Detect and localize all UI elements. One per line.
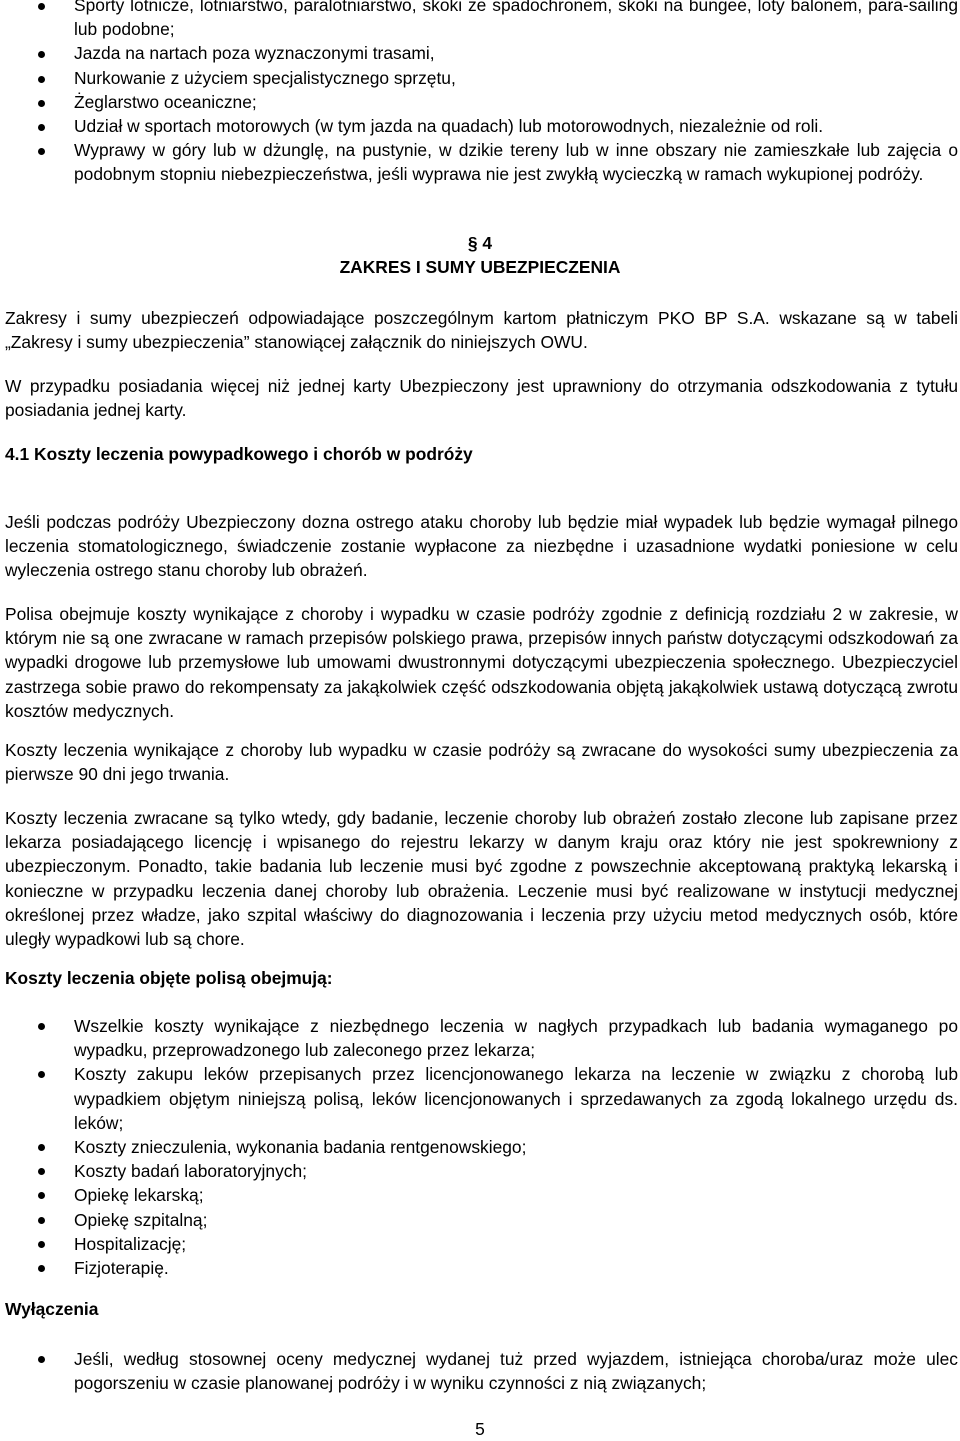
covered-costs-heading: Koszty leczenia objęte polisą obejmują: <box>5 968 333 988</box>
list-item: Udział w sportach motorowych (w tym jazda na quadach) lub motorowodnych, niezależnie od roli. <box>74 114 958 138</box>
excluded-activities-list <box>74 0 958 187</box>
section-symbol: § 4 <box>467 233 493 253</box>
list-item: Koszty zakupu leków przepisanych przez licencjonowanego lekarza na leczenie w związku z chorobą lub wypadkiem objętym niniejszą polisą, leków licencjonowanych i sprzedawanych za zgodą lokalnego urzędu ds. leków; <box>74 1062 958 1135</box>
list-item: Sporty lotnicze, lotniarstwo, paralotniarstwo, skoki ze spadochronem, skoki na bungee, loty balonem, para-sailing lub podobne; <box>74 0 958 41</box>
list-item: Jeśli, według stosownej oceny medycznej wydanej tuż przed wyjazdem, istniejąca choroba/uraz może ulec pogorszeniu w czasie planowanej podróży i w wyniku czynności z nią związanych; <box>74 1347 958 1395</box>
paragraph-policy-coverage: Polisa obejmuje koszty wynikające z choroby i wypadku w czasie podróży zgodnie z definicją rozdziału 2 w zakresie, w którym nie są one zwracane w ramach przepisów polskiego prawa, przepisów innych państw dotyczącymi odszkodowań za wypadki drogowe lub przemysłowe lub umowami dwustronnymi dotyczącymi ubezpieczenia społecznego. Ubezpieczyciel zastrzega sobie prawo do rekompensaty za jakąkolwiek część odszkodowania objętą jakąkolwiek ustawą dotyczącą zwrotu kosztów medycznych. <box>5 604 958 721</box>
list-item: Jazda na nartach poza wyznaczonymi trasami, <box>74 41 958 65</box>
covered-costs-list <box>74 1014 958 1280</box>
paragraph-scope: Zakresy i sumy ubezpieczeń odpowiadające poszczególnym kartom płatniczym PKO BP S.A. wskazane są w tabeli „Zakresy i sumy ubezpieczenia” stanowiącej załącznik do niniejszych OWU. <box>5 308 958 353</box>
list-item: Koszty znieczulenia, wykonania badania rentgenowskiego; <box>74 1135 958 1159</box>
paragraph-medical-event: Jeśli podczas podróży Ubezpieczony dozna ostrego ataku choroby lub będzie miał wypadek lub będzie wymagał pilnego leczenia stomatologicznego, świadczenie zostanie wypłacone za niezbędne i uzasadnione wydatki poniesione w celu wyleczenia ostrego stanu choroby lub obrażeń. <box>5 512 958 581</box>
page-number: 5 <box>475 1419 485 1439</box>
list-item: Wyprawy w góry lub w dżunglę, na pustynie, w dzikie tereny lub w inne obszary nie zamieszkałe lub zajęcia o podobnym stopniu niebezpieczeństwa, jeśli wyprawa nie jest zwykłą wycieczką w ramach wykupionej podróży. <box>74 138 958 186</box>
list-item: Nurkowanie z użyciem specjalistycznego sprzętu, <box>74 66 958 90</box>
list-item: Hospitalizację; <box>74 1232 958 1256</box>
paragraph-multiple-cards: W przypadku posiadania więcej niż jednej karty Ubezpieczony jest uprawniony do otrzymania odszkodowania z tytułu posiadania jednej karty. <box>5 376 958 421</box>
list-item: Koszty badań laboratoryjnych; <box>74 1159 958 1183</box>
subsection-heading: 4.1 Koszty leczenia powypadkowego i chorób w podróży <box>5 444 473 464</box>
list-item: Żeglarstwo oceaniczne; <box>74 90 958 114</box>
list-item: Opiekę szpitalną; <box>74 1208 958 1232</box>
exclusions-list <box>74 1347 958 1395</box>
exclusions-heading: Wyłączenia <box>5 1299 99 1319</box>
list-item: Fizjoterapię. <box>74 1256 958 1280</box>
paragraph-conditions: Koszty leczenia zwracane są tylko wtedy, gdy badanie, leczenie choroby lub obrażeń zostało zlecone lub zapisane przez lekarza posiadającego licencję i wpisanego do rejestru lekarzy w danym kraju oraz który nie jest spokrewniony z ubezpieczonym. Ponadto, takie badania lub leczenie musi być zgodne z powszechnie akceptowaną praktyką lekarską i konieczne w przypadku leczenia danej choroby lub obrażenia. Leczenie musi być realizowane w instytucji medycznej określonej przez władze, jako szpital właściwy do diagnozowania i leczenia przy użyciu metod medycznych osób, które uległy wypadkowi lub są chore. <box>5 808 958 950</box>
section-title: ZAKRES I SUMY UBEZPIECZENIA <box>339 257 621 277</box>
paragraph-limit: Koszty leczenia wynikające z choroby lub wypadku w czasie podróży są zwracane do wysokości sumy ubezpieczenia za pierwsze 90 dni jego trwania. <box>5 740 958 785</box>
list-item: Wszelkie koszty wynikające z niezbędnego leczenia w nagłych przypadkach lub badania wymaganego po wypadku, przeprowadzonego lub zaleconego przez lekarza; <box>74 1014 958 1062</box>
list-item: Opiekę lekarską; <box>74 1183 958 1207</box>
